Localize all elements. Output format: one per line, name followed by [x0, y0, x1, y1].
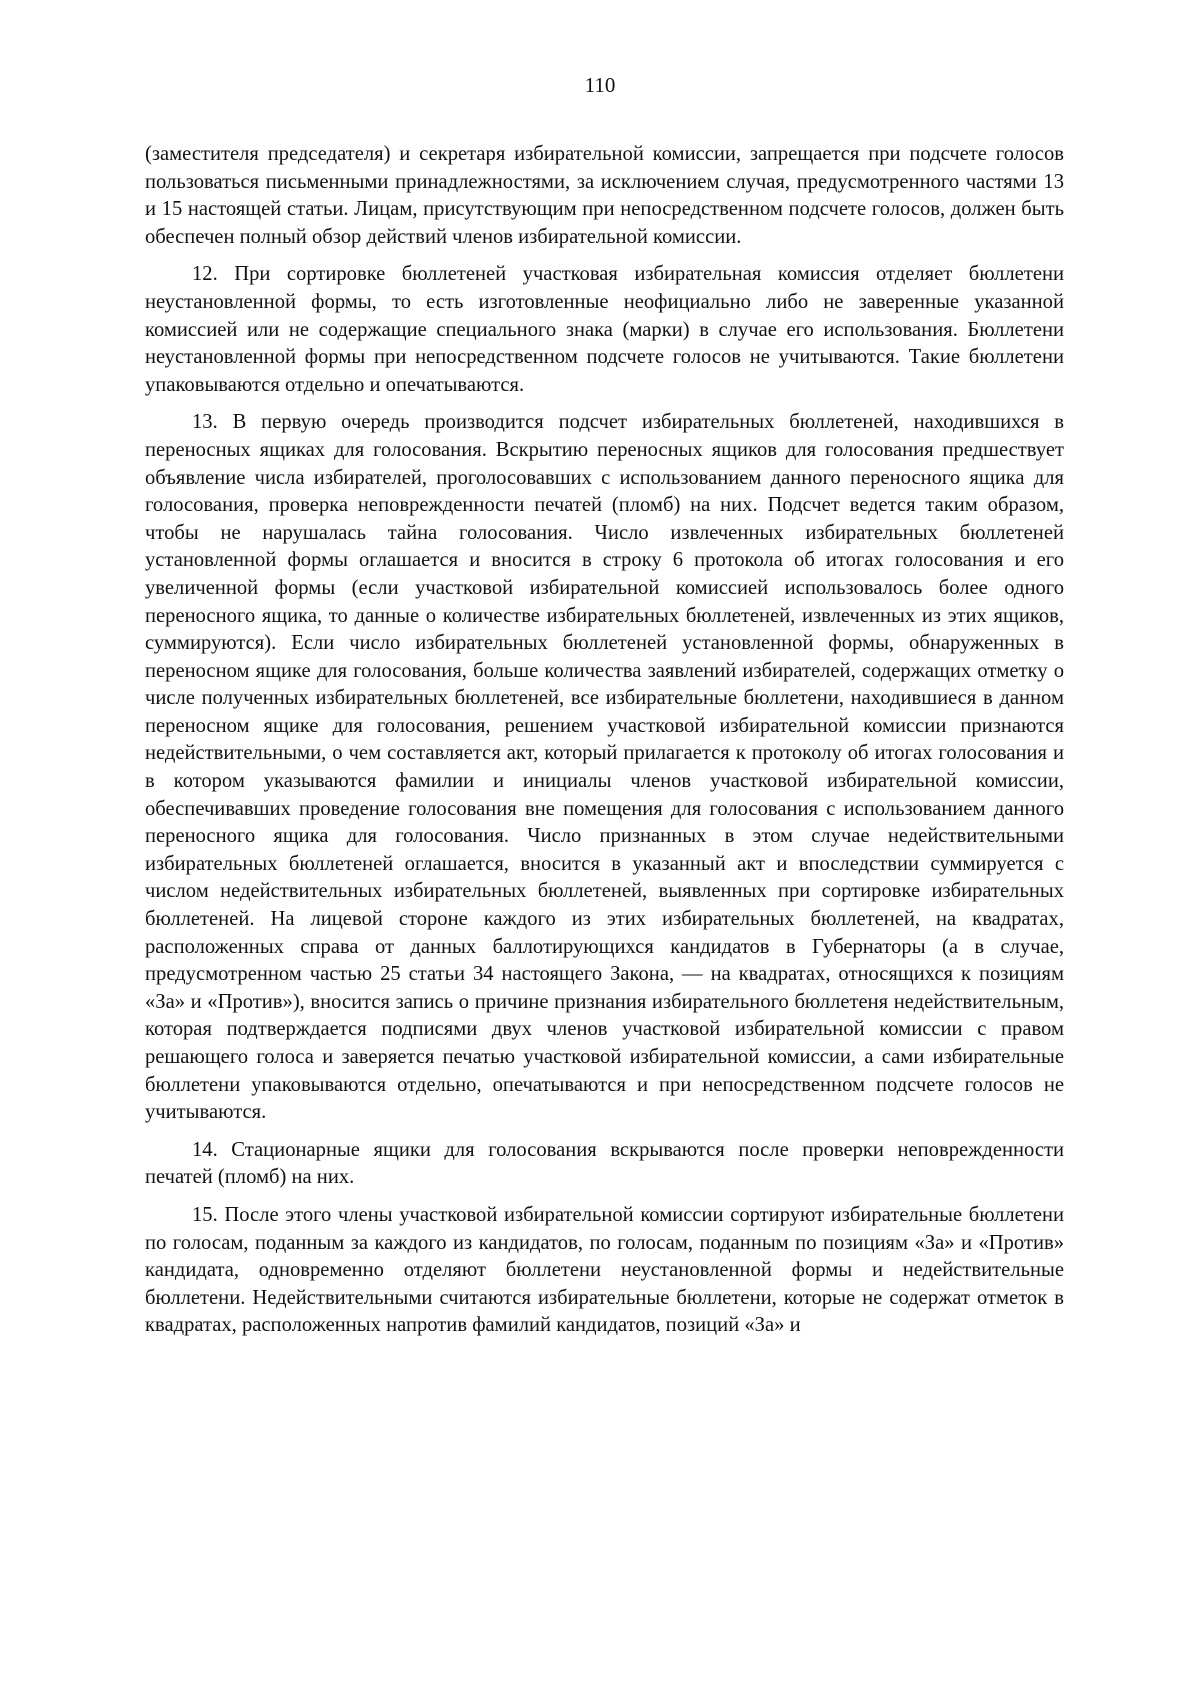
page-number: 110: [584, 73, 616, 97]
paragraph-15: 15. После этого члены участковой избирательной комиссии сортируют избирательные бюллетени по голосам, поданным за каждого из кандидатов, по голосам, поданным по позициям «За» и «Против» кандидата, одновременно отделяют бюллетени неустановленной формы и недействительные бюллетени. Недействительными считаются избирательные бюллетени, которые не содержат отметок в квадратах, расположенных напротив фамилий кандидатов, позиций «За» и: [145, 1203, 1064, 1337]
document-body: [145, 141, 1064, 1350]
paragraph-continuation: (заместителя председателя) и секретаря избирательной комиссии, запрещается при подсчете голосов пользоваться письменными принадлежностями, за исключением случая, предусмотренного частями 13 и 15 настоящей статьи. Лицам, присутствующим при непосредственном подсчете голосов, должен быть обеспечен полный обзор действий членов избирательной комиссии.: [145, 143, 1064, 248]
paragraph-12: 12. При сортировке бюллетеней участковая избирательная комиссия отделяет бюллетени неустановленной формы, то есть изготовленные неофициально либо не заверенные указанной комиссией или не содержащие специального знака (марки) в случае его использования. Бюллетени неустановленной формы при непосредственном подсчете голосов не учитываются. Такие бюллетени упаковываются отдельно и опечатываются.: [145, 263, 1064, 396]
paragraph-14: 14. Стационарные ящики для голосования вскрываются после проверки неповрежденности печатей (пломб) на них.: [145, 1138, 1064, 1189]
paragraph-13: 13. В первую очередь производится подсчет избирательных бюллетеней, находившихся в переносных ящиках для голосования. Вскрытию переносных ящиков для голосования предшествует объявление числа избирателей, проголосовавших с использованием данного переносного ящика для голосования, проверка неповрежденности печатей (пломб) на них. Подсчет ведется таким образом, чтобы не нарушалась тайна голосования. Число извлеченных избирательных бюллетеней установленной формы оглашается и вносится в строку 6 протокола об итогах голосования и его увеличенной формы (если участковой избирательной комиссией использовалось более одного переносного ящика, то данные о количестве избирательных бюллетеней, извлеченных из этих ящиков, суммируются). Если число избирательных бюллетеней установленной формы, обнаруженных в переносном ящике для голосования, больше количества заявлений избирателей, содержащих отметку о числе полученных избирательных бюллетеней, все избирательные бюллетени, находившиеся в данном переносном ящике для голосования, решением участковой избирательной комиссии признаются недействительными, о чем составляется акт, который прилагается к протоколу об итогах голосования и в котором указываются фамилии и инициалы членов участковой избирательной комиссии, обеспечивавших проведение голосования вне помещения для голосования с использованием данного переносного ящика для голосования. Число признанных в этом случае недействительными избирательных бюллетеней оглашается, вносится в указанный акт и впоследствии суммируется с числом недействительных избирательных бюллетеней, выявленных при сортировке избирательных бюллетеней. На лицевой стороне каждого из этих избирательных бюллетеней, на квадратах, расположенных справа от данных баллотирующихся кандидатов в Губернаторы (а в случае, предусмотренном частью 25 статьи 34 настоящего Закона, — на квадратах, относящихся к позициям «За» и «Против»), вносится запись о причине признания избирательного бюллетеня недействительным, которая подтверждается подписями двух членов участковой избирательной комиссии с правом решающего голоса и заверяется печатью участковой избирательной комиссии, а сами избирательные бюллетени упаковываются отдельно, опечатываются и при непосредственном подсчете голосов не учитываются.: [145, 411, 1064, 1124]
